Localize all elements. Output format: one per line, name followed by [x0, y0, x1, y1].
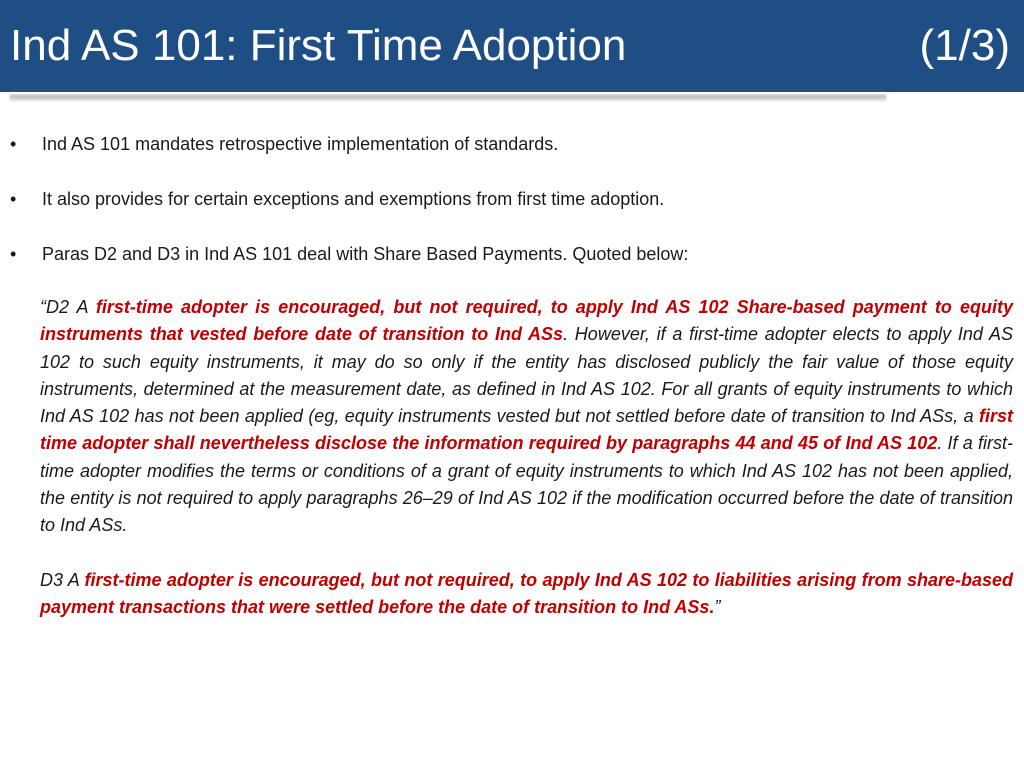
bullet-icon: •	[10, 134, 17, 154]
slide-page-indicator: (1/3)	[919, 21, 1010, 70]
d3-closing-quote: ”	[714, 596, 721, 617]
d2-middle: . However, if a first-time adopter elects to apply Ind AS 102 to such equity instruments, it may do so only if the entity has disclosed publicly the fair value of those equity instruments, determined at the measurement date, as defined in Ind AS 102. For all grants of equity instruments to which Ind AS 102 has not been applied (eg, equity instruments vested but not settled before date of transition to Ind ASs, a	[40, 324, 1013, 427]
bullet-text: It also provides for certain exceptions and exemptions from first time adoption.	[42, 189, 665, 209]
bullet-text: Ind AS 101 mandates retrospective implementation of standards.	[42, 134, 559, 154]
slide-header	[0, 0, 1024, 92]
bullet-item	[0, 128, 1024, 183]
bullet-icon: •	[10, 244, 17, 264]
d2-highlight-2: first time adopter shall nevertheless disclose the information required by paragraphs 44 and 45 of Ind AS 102	[40, 406, 1013, 454]
bullet-item	[0, 238, 1024, 293]
d3-opening: D3 A	[40, 569, 85, 590]
bullet-text: Paras D2 and D3 in Ind AS 101 deal with Share Based Payments. Quoted below:	[42, 244, 689, 264]
d3-highlight: first-time adopter is encouraged, but not required, to apply Ind AS 102 to liabilities arising from share-based payment transactions that were settled before the date of transition to Ind ASs.	[40, 569, 1014, 617]
paragraph-d3	[40, 567, 1013, 622]
slide-title: Ind AS 101: First Time Adoption	[10, 21, 627, 70]
d2-opening: “D2 A	[40, 297, 96, 317]
bullet-list	[0, 128, 1024, 293]
d2-ending: . If a first-time adopter modifies the terms or conditions of a grant of equity instruments to which Ind AS 102 has not been applied, the entity is not required to apply paragraphs 26–29 of Ind AS 102 if the modification occurred before the date of transition to Ind ASs.	[40, 433, 1013, 536]
header-divider	[10, 94, 886, 98]
d2-highlight-1: first-time adopter is encouraged, but not required, to apply Ind AS 102 Share-based payment to equity instruments that vested before date of transition to Ind ASs	[40, 297, 1013, 345]
bullet-icon: •	[10, 189, 17, 209]
paragraph-d2	[40, 294, 1013, 540]
bullet-item	[0, 183, 1024, 238]
quoted-paragraphs	[40, 294, 1013, 621]
